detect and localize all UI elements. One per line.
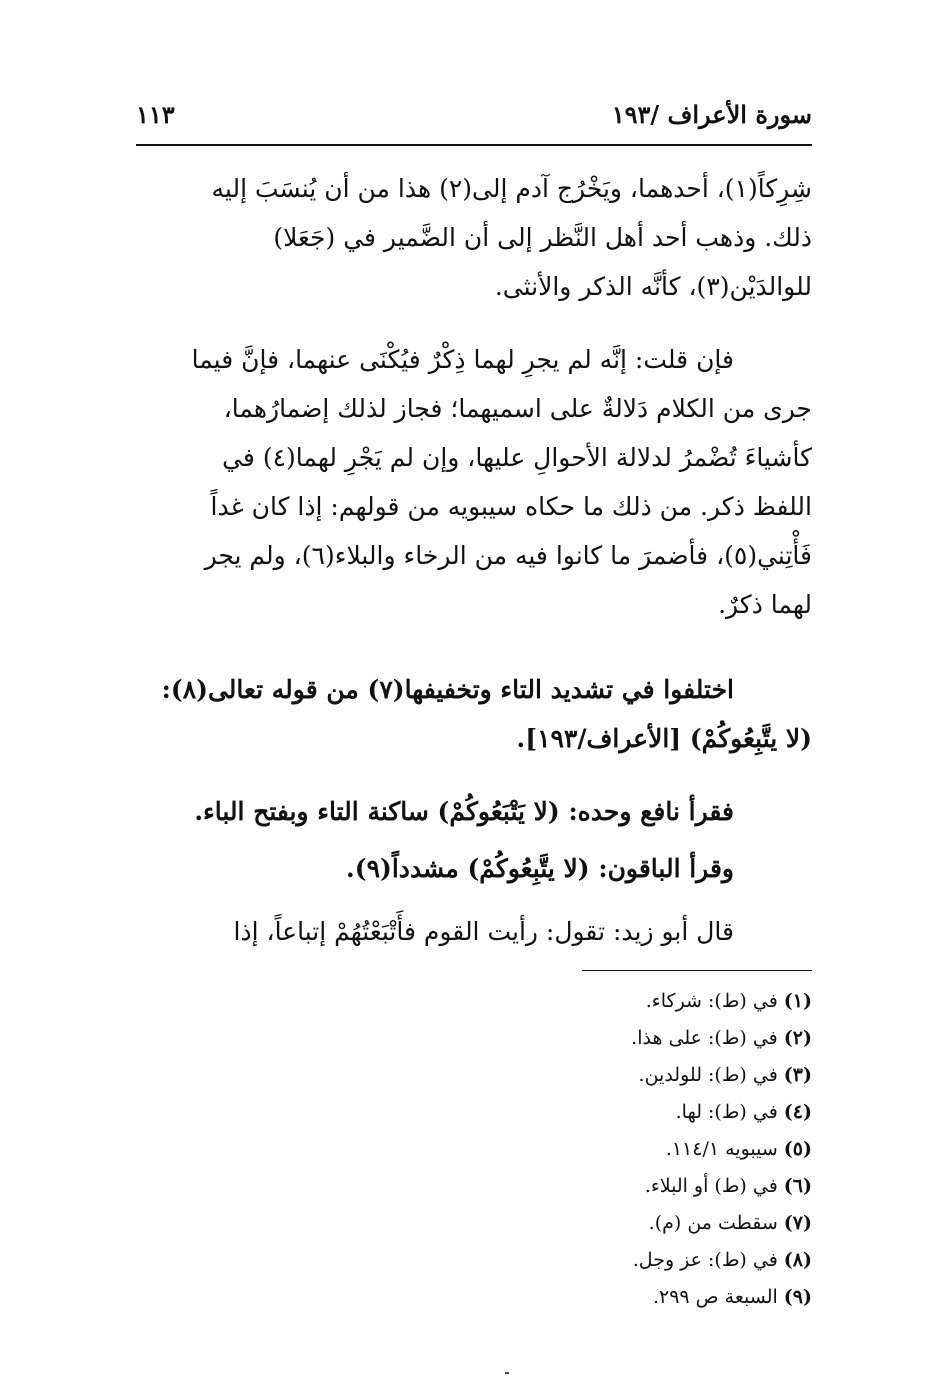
- footnote-rule: [582, 970, 812, 971]
- page-mark: [505, 1372, 509, 1374]
- header-rule: [136, 144, 812, 146]
- page-number: ١١٣: [136, 100, 175, 129]
- text-line: لهما ذكرٌ.: [718, 590, 812, 619]
- text-line: اللفظ ذكر. من ذلك ما حكاه سيبويه من قولهم: إذا كان غداً: [210, 492, 812, 521]
- footnote: (٦)في (ط) أو البلاء.: [644, 1175, 812, 1197]
- text-line: ذلك. وذهب أحد أهل النَّظر إلى أن الضَّمير في (جَعَلا): [273, 223, 812, 252]
- text-line: اختلفوا في تشديد التاء وتخفيفها(٧) من قوله تعالى(٨):: [161, 675, 734, 704]
- header-title: سورة الأعراف /١٩٣: [611, 100, 812, 129]
- text-line: فَأْتِني(٥)، فأضمرَ ما كانوا فيه من الرخاء والبلاء(٦)، ولم يجر: [204, 541, 812, 570]
- text-line: للوالدَيْن(٣)، كأنَّه الذكر والأنثى.: [494, 272, 812, 301]
- footnote: (٢)في (ط): على هذا.: [631, 1027, 812, 1049]
- footnote: (١)في (ط): شركاء.: [645, 990, 812, 1012]
- footnote: (٥)سيبويه ١١٤/١.: [665, 1138, 812, 1160]
- footnote: (٤)في (ط): لها.: [675, 1101, 812, 1123]
- text-line: كأشياءَ تُضْمرُ لدلالة الأحوالِ عليها، وإن لم يَجْرِ لهما(٤) في: [222, 443, 812, 472]
- text-line: شِرِكاً(١)، أحدهما، ويَخْرُج آدم إلى(٢) هذا من أن يُنسَبَ إليه: [211, 174, 812, 203]
- footnote: (٨)في (ط): عز وجل.: [632, 1249, 812, 1271]
- text-line: فإن قلت: إنَّه لم يجرِ لهما ذِكْرٌ فيُكْنَى عنهما، فإنَّ فيما: [191, 345, 734, 374]
- text-line: (لا يتَّبِعُوكُمْ) [الأعراف/١٩٣].: [516, 724, 812, 753]
- text-line: جرى من الكلام دَلالةٌ على اسميهما؛ فجاز لذلك إضمارُهما،: [223, 394, 812, 423]
- book-page: [136, 100, 812, 1316]
- paragraph-6: قال أبو زيد: تقول: رأيت القوم فأَتْبَعْتُهُمْ إتباعاً، إذا: [233, 917, 734, 946]
- footnote: (٧)سقطت من (م).: [648, 1212, 812, 1234]
- paragraph-5: وقرأ الباقون: (لا يتَّبِعُوكُمْ) مشدداً(٩).: [346, 854, 734, 883]
- paragraph-1: [136, 164, 812, 311]
- paragraph-4: فقرأ نافع وحده: (لا يَتْبَعُوكُمْ) ساكنة التاء وبفتح الباء.: [194, 797, 734, 826]
- footnote: (٩)السبعة ص ٢٩٩.: [652, 1286, 812, 1308]
- footnotes: [136, 983, 812, 1316]
- footnote: (٣)في (ط): للولدين.: [638, 1064, 812, 1086]
- paragraph-3: [136, 665, 812, 763]
- main-text: [136, 164, 812, 956]
- running-header: [136, 100, 812, 144]
- paragraph-2: [136, 335, 812, 629]
